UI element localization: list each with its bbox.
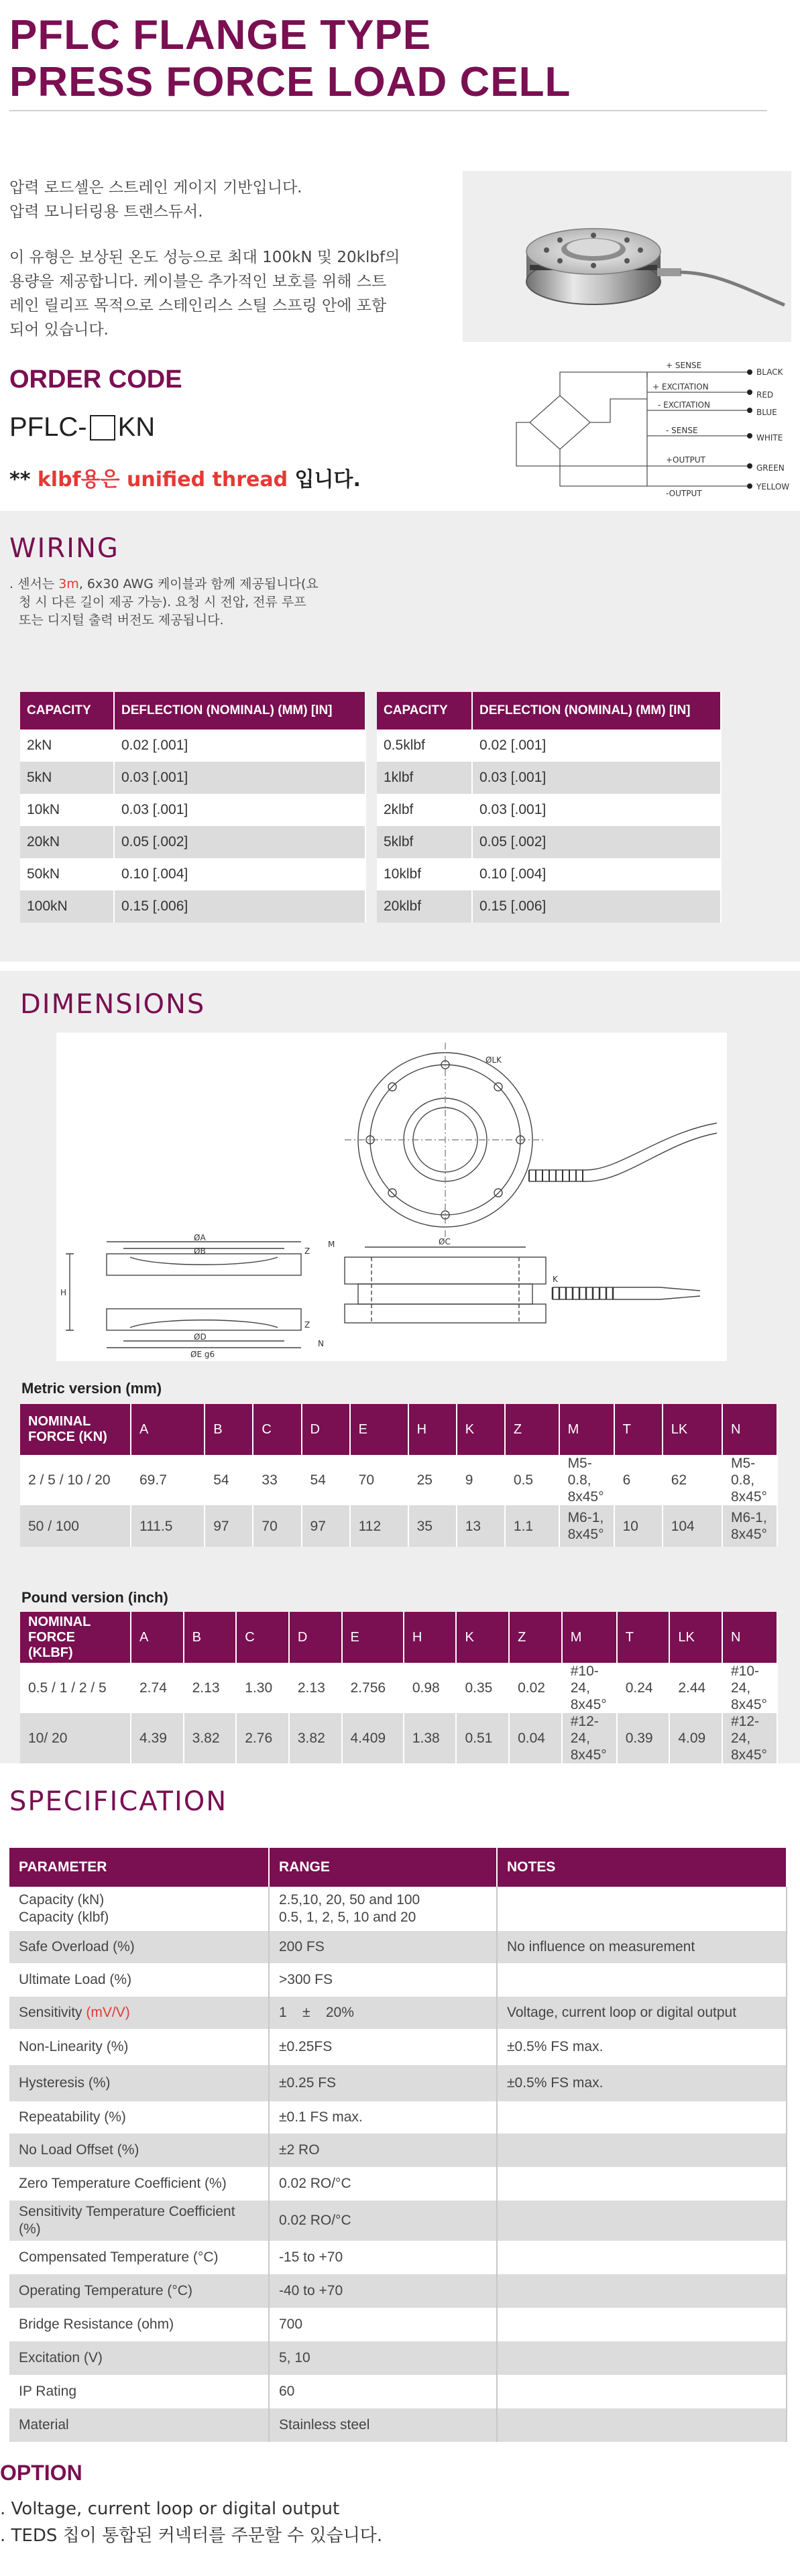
col-header: C bbox=[253, 1404, 301, 1455]
col-header: NOMINAL FORCE (KN) bbox=[20, 1404, 131, 1455]
spec-notes bbox=[497, 2341, 787, 2375]
spec-range: 2.5,10, 20, 50 and 100 0.5, 1, 2, 5, 10 and 20 bbox=[269, 1887, 497, 1931]
title-divider bbox=[9, 110, 767, 111]
spec-row bbox=[9, 1887, 787, 1931]
intro-line: 이 유형은 보상된 온도 성능으로 최대 100kN 및 20klbf의 bbox=[9, 249, 400, 266]
intro-line: 압력 로드셀은 스트레인 게이지 기반입니다. bbox=[9, 179, 302, 196]
spec-range: 1 ± 20% bbox=[269, 1997, 497, 2029]
spec-parameter: Ultimate Load (%) bbox=[9, 1963, 269, 1997]
spec-notes bbox=[497, 2201, 787, 2241]
spec-parameter: IP Rating bbox=[9, 2375, 269, 2408]
wire-color: WHITE bbox=[756, 433, 783, 443]
table-row: 100kN 0.15 [.006] bbox=[20, 890, 365, 923]
spec-row bbox=[9, 2065, 787, 2101]
table-row: 20klbf 0.15 [.006] bbox=[377, 890, 721, 923]
wiring-line: . 센서는 3m, 6x30 AWG 케이블과 함께 제공됩니다(요 bbox=[9, 577, 319, 591]
intro-line: 압력 모니터링용 트랜스듀서. bbox=[9, 203, 203, 221]
spec-range: -40 to +70 bbox=[269, 2274, 497, 2308]
spec-notes bbox=[497, 2101, 787, 2133]
col-header: A bbox=[131, 1404, 205, 1455]
table-row: 50kN 0.10 [.004] bbox=[20, 858, 365, 890]
wiring-heading: WIRING bbox=[9, 533, 119, 564]
spec-range: ±2 RO bbox=[269, 2133, 497, 2167]
spec-row bbox=[9, 2308, 787, 2341]
spec-range: ±0.25 FS bbox=[269, 2065, 497, 2101]
spec-range: ±0.1 FS max. bbox=[269, 2101, 497, 2133]
spec-row bbox=[9, 1963, 787, 1997]
wire-label: +OUTPUT bbox=[666, 455, 705, 465]
spec-parameter: Sensitivity Temperature Coefficient (%) bbox=[9, 2201, 269, 2241]
option-list bbox=[0, 2496, 382, 2549]
col-header: B bbox=[184, 1612, 237, 1663]
spec-range: 0.02 RO/°C bbox=[269, 2167, 497, 2201]
spec-notes bbox=[497, 2308, 787, 2341]
spec-parameter: Repeatability (%) bbox=[9, 2101, 269, 2133]
deflection-table-kn bbox=[20, 692, 366, 923]
spec-notes: ±0.5% FS max. bbox=[497, 2065, 787, 2101]
table-row: 10kN 0.03 [.001] bbox=[20, 794, 365, 826]
wiring-diagram bbox=[510, 359, 791, 500]
page-title-line2: PRESS FORCE LOAD CELL bbox=[9, 59, 571, 105]
spec-row bbox=[9, 1997, 787, 2029]
spec-range: 5, 10 bbox=[269, 2341, 497, 2375]
dimensions-heading: DIMENSIONS bbox=[20, 989, 206, 1020]
bridge-schematic bbox=[510, 359, 791, 500]
table-row: 20kN 0.05 [.002] bbox=[20, 826, 365, 858]
spec-notes: Voltage, current loop or digital output bbox=[497, 1997, 787, 2029]
spec-parameter: Capacity (kN) Capacity (klbf) bbox=[9, 1887, 269, 1931]
col-header: RANGE bbox=[269, 1848, 497, 1887]
dim-label: ØA bbox=[194, 1233, 206, 1242]
pound-dimensions-table bbox=[20, 1612, 778, 1763]
wire-color: RED bbox=[756, 390, 774, 400]
spec-parameter: Bridge Resistance (ohm) bbox=[9, 2308, 269, 2341]
wire-color: BLACK bbox=[756, 367, 783, 377]
spec-row bbox=[9, 2241, 787, 2274]
col-header: M bbox=[559, 1404, 614, 1455]
spec-row bbox=[9, 2341, 787, 2375]
spec-row bbox=[9, 2375, 787, 2408]
spec-parameter: Compensated Temperature (°C) bbox=[9, 2241, 269, 2274]
spec-row bbox=[9, 2274, 787, 2308]
dim-label: ØE g6 bbox=[190, 1350, 215, 1359]
col-header: H bbox=[404, 1612, 457, 1663]
spec-range: ±0.25FS bbox=[269, 2029, 497, 2065]
order-note-tail: 입니다. bbox=[288, 468, 361, 491]
spec-range: 700 bbox=[269, 2308, 497, 2341]
dimension-drawing bbox=[56, 1033, 727, 1361]
spec-notes bbox=[497, 2167, 787, 2201]
pound-title: Pound version (inch) bbox=[21, 1589, 168, 1606]
col-header: H bbox=[408, 1404, 457, 1455]
wire-label: + SENSE bbox=[666, 361, 702, 370]
technical-drawing bbox=[56, 1033, 727, 1361]
spec-parameter: No Load Offset (%) bbox=[9, 2133, 269, 2167]
order-code-suffix: KN bbox=[117, 412, 156, 442]
table-row: 50 / 100 111.5 97 70 97 112 35 13 1.1 M6-1, 8x45° 10 104 M6-1, 8x45° bbox=[20, 1505, 777, 1547]
page-title-line1: PFLC FLANGE TYPE bbox=[9, 12, 432, 58]
col-header: PARAMETER bbox=[9, 1848, 269, 1887]
spec-notes: ±0.5% FS max. bbox=[497, 2029, 787, 2065]
col-header: Z bbox=[505, 1404, 559, 1455]
option-item: . TEDS 칩이 통합된 커넥터를 주문할 수 있습니다. bbox=[0, 2526, 383, 2546]
col-header: C bbox=[236, 1612, 289, 1663]
order-code-blank-box bbox=[90, 415, 115, 441]
option-heading: OPTION bbox=[0, 2461, 82, 2485]
spec-notes bbox=[497, 1963, 787, 1997]
col-header: LK bbox=[663, 1404, 722, 1455]
spec-range: -15 to +70 bbox=[269, 2241, 497, 2274]
spec-notes bbox=[497, 2408, 787, 2442]
intro-line: 되어 있습니다. bbox=[9, 321, 109, 339]
spec-parameter: Safe Overload (%) bbox=[9, 1931, 269, 1963]
col-header: D bbox=[302, 1404, 350, 1455]
col-header: NOMINAL FORCE (KLBF) bbox=[20, 1612, 131, 1663]
col-header: T bbox=[614, 1404, 663, 1455]
spec-notes: No influence on measurement bbox=[497, 1931, 787, 1963]
spec-parameter: Non-Linearity (%) bbox=[9, 2029, 269, 2065]
spec-row bbox=[9, 1931, 787, 1963]
table-row: 1klbf 0.03 [.001] bbox=[377, 762, 721, 794]
table-row: 0.5klbf 0.02 [.001] bbox=[377, 729, 721, 762]
dim-label: N bbox=[318, 1339, 324, 1348]
order-note bbox=[9, 463, 361, 492]
table-row: 2klbf 0.03 [.001] bbox=[377, 794, 721, 826]
specification-heading: SPECIFICATION bbox=[9, 1786, 228, 1817]
col-header: M bbox=[562, 1612, 617, 1663]
wiring-text bbox=[9, 575, 385, 630]
dim-label: ØC bbox=[439, 1237, 451, 1246]
order-note-highlight: klbf용은 unified thread bbox=[37, 468, 288, 491]
wire-label: - SENSE bbox=[666, 426, 698, 435]
wiring-line: 또는 디지털 출력 버전도 제공됩니다. bbox=[19, 613, 224, 628]
dim-label: Z bbox=[304, 1320, 310, 1330]
col-header: K bbox=[457, 1404, 505, 1455]
deflection-table-klbf bbox=[377, 692, 722, 923]
spec-parameter: Hysteresis (%) bbox=[9, 2065, 269, 2101]
spec-row bbox=[9, 2167, 787, 2201]
order-code-prefix: PFLC- bbox=[9, 412, 87, 442]
table-row: 2 / 5 / 10 / 20 69.7 54 33 54 70 25 9 0.5 M5-0.8, 8x45° 6 62 M5-0.8, 8x45° bbox=[20, 1455, 777, 1505]
spec-range: >300 FS bbox=[269, 1963, 497, 1997]
spec-notes bbox=[497, 2133, 787, 2167]
order-note-stars: ** bbox=[9, 468, 38, 491]
col-header: DEFLECTION (NOMINAL) (MM) [IN] bbox=[472, 692, 721, 729]
order-code-heading: ORDER CODE bbox=[9, 365, 182, 394]
spec-parameter: Zero Temperature Coefficient (%) bbox=[9, 2167, 269, 2201]
metric-title: Metric version (mm) bbox=[21, 1380, 162, 1397]
col-header: D bbox=[289, 1612, 342, 1663]
col-header: LK bbox=[669, 1612, 722, 1663]
col-header: K bbox=[456, 1612, 509, 1663]
spec-parameter: Excitation (V) bbox=[9, 2341, 269, 2375]
table-row: 5kN 0.03 [.001] bbox=[20, 762, 365, 794]
spec-range: Stainless steel bbox=[269, 2408, 497, 2442]
dim-label: H bbox=[60, 1288, 67, 1297]
col-header: DEFLECTION (NOMINAL) (MM) [IN] bbox=[114, 692, 365, 729]
wire-color: YELLOW bbox=[756, 482, 790, 491]
spec-range: 0.02 RO/°C bbox=[269, 2201, 497, 2241]
spec-range: 60 bbox=[269, 2375, 497, 2408]
wire-label: - EXCITATION bbox=[658, 400, 710, 410]
table-row: 10/ 20 4.39 3.82 2.76 3.82 4.409 1.38 0.51 0.04 #12-24, 8x45° 0.39 4.09 #12-24, 8x45° bbox=[20, 1713, 777, 1763]
spec-row bbox=[9, 2133, 787, 2167]
spec-notes bbox=[497, 2241, 787, 2274]
col-header: E bbox=[342, 1612, 404, 1663]
load-cell-illustration bbox=[463, 171, 791, 342]
wire-color: BLUE bbox=[756, 408, 777, 417]
col-header: N bbox=[722, 1612, 777, 1663]
spec-parameter: Operating Temperature (°C) bbox=[9, 2274, 269, 2308]
col-header: A bbox=[131, 1612, 184, 1663]
wire-color: GREEN bbox=[756, 463, 785, 473]
col-header: NOTES bbox=[497, 1848, 787, 1887]
specification-table bbox=[9, 1848, 787, 2442]
dim-label: Z bbox=[304, 1246, 310, 1256]
spec-notes bbox=[497, 1887, 787, 1931]
dim-label: M bbox=[328, 1240, 335, 1249]
dim-label: ØLK bbox=[485, 1055, 502, 1065]
spec-parameter: Sensitivity (mV/V) bbox=[9, 1997, 269, 2029]
spec-row bbox=[9, 2029, 787, 2065]
table-row: 5klbf 0.05 [.002] bbox=[377, 826, 721, 858]
col-header: Z bbox=[509, 1612, 562, 1663]
wire-label: -OUTPUT bbox=[666, 489, 702, 498]
wire-label: + EXCITATION bbox=[652, 382, 709, 392]
col-header: CAPACITY bbox=[20, 692, 114, 729]
table-row: 2kN 0.02 [.001] bbox=[20, 729, 365, 762]
dim-label: ØB bbox=[194, 1246, 206, 1256]
col-header: E bbox=[350, 1404, 408, 1455]
spec-notes bbox=[497, 2274, 787, 2308]
spec-row bbox=[9, 2101, 787, 2133]
dim-label: ØD bbox=[194, 1332, 207, 1342]
col-header: CAPACITY bbox=[377, 692, 472, 729]
order-code bbox=[9, 412, 155, 443]
spec-range: 200 FS bbox=[269, 1931, 497, 1963]
table-row: 0.5 / 1 / 2 / 5 2.74 2.13 1.30 2.13 2.756 0.98 0.35 0.02 #10-24, 8x45° 0.24 2.44 #10-24, 8x45° bbox=[20, 1663, 777, 1713]
intro-line: 용량을 제공합니다. 케이블은 추가적인 보호를 위해 스트 bbox=[9, 273, 387, 290]
spec-row bbox=[9, 2201, 787, 2241]
col-header: B bbox=[205, 1404, 253, 1455]
col-header: T bbox=[617, 1612, 670, 1663]
option-item: . Voltage, current loop or digital output bbox=[0, 2499, 340, 2519]
spec-row bbox=[9, 2408, 787, 2442]
intro-text bbox=[9, 176, 465, 342]
intro-line: 레인 릴리프 목적으로 스테인리스 스틸 스프링 안에 포함 bbox=[9, 297, 387, 314]
table-row: 10klbf 0.10 [.004] bbox=[377, 858, 721, 890]
metric-dimensions-table bbox=[20, 1404, 778, 1547]
dim-label: K bbox=[553, 1275, 558, 1284]
wiring-line: 청 시 다른 길이 제공 가능). 요청 시 전압, 전류 루프 bbox=[19, 595, 306, 609]
spec-notes bbox=[497, 2375, 787, 2408]
col-header: N bbox=[722, 1404, 777, 1455]
spec-parameter: Material bbox=[9, 2408, 269, 2442]
product-photo bbox=[463, 171, 791, 342]
